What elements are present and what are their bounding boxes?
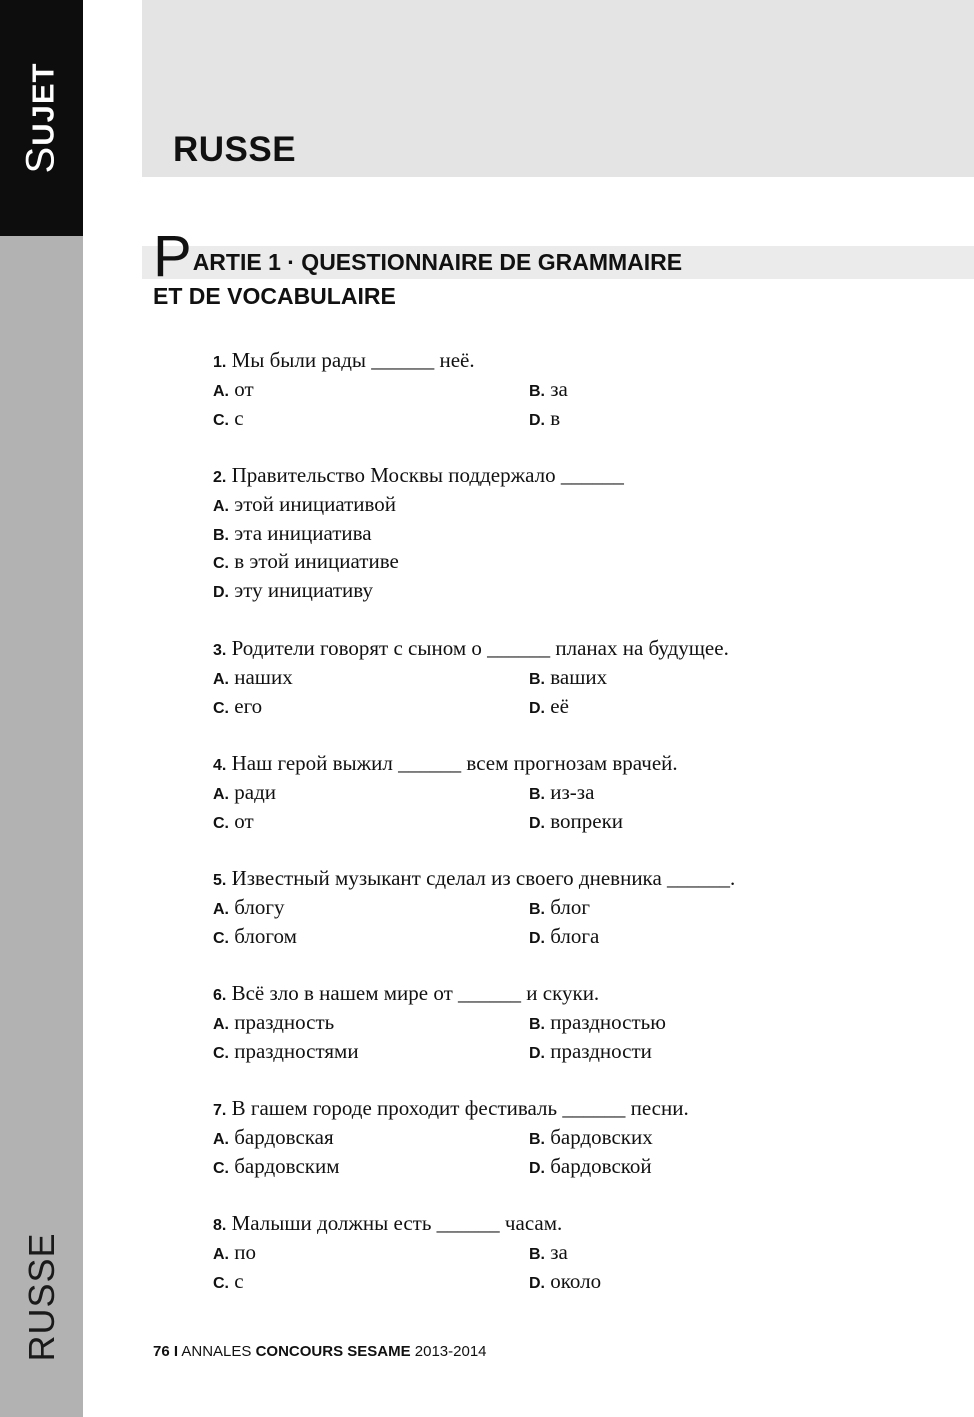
option-text: эта инициатива bbox=[234, 520, 372, 545]
answer-option bbox=[213, 924, 297, 948]
answer-option bbox=[213, 1125, 334, 1149]
answer-option bbox=[529, 663, 607, 695]
question-number: 8. bbox=[213, 1217, 227, 1234]
option-text: блога bbox=[550, 923, 600, 948]
answer-option bbox=[529, 1152, 652, 1184]
option-letter: A. bbox=[213, 785, 229, 803]
option-text: бардовская bbox=[234, 1124, 334, 1149]
option-row bbox=[213, 375, 853, 404]
question-block bbox=[213, 346, 853, 432]
option-letter: C. bbox=[213, 411, 229, 429]
question-number: 5. bbox=[213, 872, 227, 889]
question-text: Наш герой выжил ______ всем прогнозам врачей. bbox=[231, 751, 678, 775]
option-letter: B. bbox=[529, 1130, 545, 1148]
option-row bbox=[213, 1267, 853, 1296]
option-text: блогу bbox=[234, 894, 285, 919]
question-text: В гашем городе проходит фестиваль ______ песни. bbox=[231, 1096, 689, 1120]
option-letter: D. bbox=[529, 1044, 545, 1062]
option-row bbox=[213, 404, 853, 433]
option-letter: B. bbox=[213, 526, 229, 544]
question-number: 1. bbox=[213, 354, 227, 371]
option-text: праздность bbox=[234, 1009, 335, 1034]
answer-option bbox=[213, 665, 293, 689]
option-letter: C. bbox=[213, 555, 229, 573]
option-letter: B. bbox=[529, 670, 545, 688]
answer-option bbox=[529, 375, 568, 407]
question-number: 3. bbox=[213, 642, 227, 659]
question-stem bbox=[213, 749, 853, 778]
option-text: блогом bbox=[234, 923, 297, 948]
option-row bbox=[213, 893, 853, 922]
question-block bbox=[213, 864, 853, 950]
option-letter: B. bbox=[529, 1245, 545, 1263]
answer-option bbox=[213, 549, 399, 573]
option-text: эту инициативу bbox=[234, 578, 373, 603]
question-text: Мы были рады ______ неё. bbox=[231, 348, 475, 372]
option-text: бардовской bbox=[550, 1153, 652, 1178]
answer-option bbox=[213, 1154, 340, 1178]
answer-option bbox=[529, 1238, 568, 1270]
option-letter: C. bbox=[213, 814, 229, 832]
answer-option bbox=[213, 521, 372, 545]
answer-option bbox=[529, 1123, 653, 1155]
question-text: Правительство Москвы поддержало ______ bbox=[231, 463, 624, 487]
option-letter: B. bbox=[529, 785, 545, 803]
page-number: 76 bbox=[153, 1343, 170, 1360]
option-letter: A. bbox=[213, 382, 229, 400]
option-text: за bbox=[550, 1239, 568, 1264]
answer-option bbox=[213, 694, 262, 718]
option-text: его bbox=[234, 693, 263, 718]
answer-option bbox=[529, 1037, 652, 1069]
option-letter: D. bbox=[529, 814, 545, 832]
answer-option bbox=[213, 1039, 359, 1063]
option-letter: B. bbox=[529, 382, 545, 400]
answer-option bbox=[213, 377, 254, 401]
option-text: наших bbox=[234, 664, 293, 689]
option-row bbox=[213, 490, 853, 519]
question-stem bbox=[213, 461, 853, 490]
sidebar-section-label: SUJET bbox=[18, 62, 63, 174]
option-row bbox=[213, 1008, 853, 1037]
option-text: праздностью bbox=[550, 1009, 666, 1034]
question-stem bbox=[213, 346, 853, 375]
answer-option bbox=[529, 692, 569, 724]
option-letter: C. bbox=[213, 929, 229, 947]
option-text: праздности bbox=[550, 1038, 652, 1063]
answer-option bbox=[213, 1010, 334, 1034]
sidebar-subject-label: RUSSE bbox=[21, 1232, 62, 1362]
option-letter: D. bbox=[529, 1159, 545, 1177]
option-text: в этой инициативе bbox=[234, 549, 399, 574]
question-text: Известный музыкант сделал из своего дневника ______. bbox=[231, 866, 736, 890]
question-number: 6. bbox=[213, 987, 227, 1004]
question-text: Малыши должны есть ______ часам. bbox=[231, 1211, 563, 1235]
option-row bbox=[213, 1152, 853, 1181]
option-row bbox=[213, 519, 853, 548]
option-row bbox=[213, 576, 853, 605]
option-text: ради bbox=[234, 779, 276, 804]
option-text: бардовских bbox=[550, 1124, 653, 1149]
answer-option bbox=[213, 895, 285, 919]
option-row bbox=[213, 1037, 853, 1066]
option-letter: D. bbox=[529, 699, 545, 717]
question-block bbox=[213, 634, 853, 720]
question-text: Родители говорят с сыном о ______ планах на будущее. bbox=[231, 636, 729, 660]
answer-option bbox=[529, 404, 560, 436]
option-letter: D. bbox=[213, 584, 229, 602]
option-row bbox=[213, 807, 853, 836]
option-text: из-за bbox=[550, 779, 595, 804]
option-text: ваших bbox=[550, 664, 608, 689]
question-stem bbox=[213, 1209, 853, 1238]
option-letter: C. bbox=[213, 1274, 229, 1292]
option-row bbox=[213, 1123, 853, 1152]
question-stem bbox=[213, 1094, 853, 1123]
option-text: от bbox=[234, 808, 254, 833]
option-letter: D. bbox=[529, 411, 545, 429]
option-letter: A. bbox=[213, 900, 229, 918]
question-stem bbox=[213, 864, 853, 893]
answer-option bbox=[213, 578, 373, 602]
option-text: с bbox=[234, 1268, 244, 1293]
answer-option bbox=[213, 1240, 256, 1264]
question-stem bbox=[213, 979, 853, 1008]
page-title: RUSSE bbox=[173, 130, 297, 169]
option-text: праздностями bbox=[234, 1038, 359, 1063]
question-number: 7. bbox=[213, 1102, 227, 1119]
option-letter: A. bbox=[213, 1015, 229, 1033]
option-letter: D. bbox=[529, 1274, 545, 1292]
option-letter: C. bbox=[213, 1044, 229, 1062]
option-letter: B. bbox=[529, 900, 545, 918]
drop-cap: P bbox=[153, 224, 192, 289]
option-row bbox=[213, 547, 853, 576]
question-block bbox=[213, 749, 853, 835]
option-row bbox=[213, 922, 853, 951]
option-text: бардовским bbox=[234, 1153, 340, 1178]
question-stem bbox=[213, 634, 853, 663]
option-text: по bbox=[234, 1239, 256, 1264]
answer-option bbox=[213, 1269, 244, 1293]
part-heading: PARTIE 1 · QUESTIONNAIRE DE GRAMMAIRE ET DE VOCABULAIRE bbox=[153, 224, 683, 309]
option-letter: A. bbox=[213, 670, 229, 688]
option-letter: C. bbox=[213, 699, 229, 717]
option-letter: A. bbox=[213, 1245, 229, 1263]
answer-option bbox=[529, 807, 623, 839]
option-row bbox=[213, 778, 853, 807]
question-block bbox=[213, 461, 853, 605]
option-letter: D. bbox=[529, 929, 545, 947]
option-row bbox=[213, 663, 853, 692]
option-text: от bbox=[234, 376, 254, 401]
option-text: блог bbox=[550, 894, 591, 919]
question-block bbox=[213, 1094, 853, 1180]
answer-option bbox=[213, 809, 254, 833]
question-number: 2. bbox=[213, 469, 227, 486]
answer-option bbox=[213, 406, 244, 430]
option-text: этой инициативой bbox=[234, 491, 397, 516]
question-block bbox=[213, 979, 853, 1065]
question-text: Всё зло в нашем мире от ______ и скуки. bbox=[231, 981, 600, 1005]
option-letter: A. bbox=[213, 497, 229, 515]
page-footer: 76 I ANNALES CONCOURS SESAME 2013-2014 bbox=[153, 1343, 487, 1360]
option-text: около bbox=[550, 1268, 602, 1293]
answer-option bbox=[213, 780, 276, 804]
answer-option bbox=[529, 893, 590, 925]
option-text: вопреки bbox=[550, 808, 624, 833]
option-text: её bbox=[550, 693, 569, 718]
option-text: с bbox=[234, 405, 244, 430]
option-row bbox=[213, 1238, 853, 1267]
answer-option bbox=[529, 778, 594, 810]
option-text: за bbox=[550, 376, 568, 401]
question-block bbox=[213, 1209, 853, 1295]
question-number: 4. bbox=[213, 757, 227, 774]
answer-option bbox=[213, 492, 396, 516]
answer-option bbox=[529, 1267, 601, 1299]
answer-option bbox=[529, 1008, 666, 1040]
option-row bbox=[213, 692, 853, 721]
option-text: в bbox=[550, 405, 561, 430]
option-letter: A. bbox=[213, 1130, 229, 1148]
option-letter: B. bbox=[529, 1015, 545, 1033]
answer-option bbox=[529, 922, 599, 954]
option-letter: C. bbox=[213, 1159, 229, 1177]
